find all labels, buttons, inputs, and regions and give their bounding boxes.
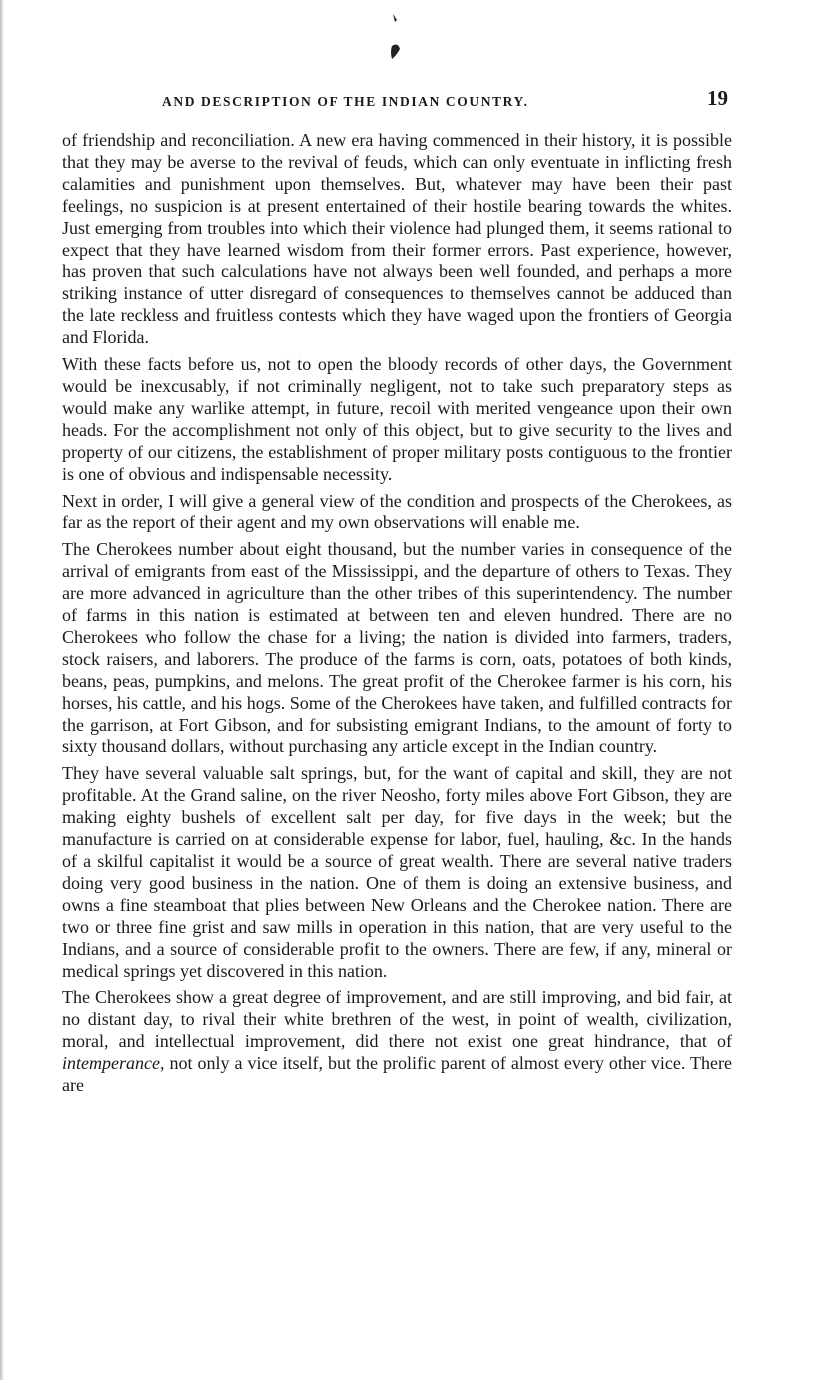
paragraph-1: of friendship and reconciliation. A new era having commenced in their history, it is possible that they may be averse to the revival of feuds, which can only eventuate in inflicting fresh calamities and punishment upon themselves. But, whatever may have been their past feelings, no suspicion is at present entertained of their hostile bearing towards the whites. Just emerging from troubles into which their violence had plunged them, it seems rational to expect that they have learned wisdom from their former errors. Past experience, however, has proven that such calculations have not always been well founded, and perhaps a more striking instance of utter disregard of consequences to themselves cannot be adduced than the late reckless and fruitless contests which they have waged upon the frontiers of Georgia and Florida. bbox=[62, 130, 732, 348]
paragraph-2: With these facts before us, not to open the bloody records of other days, the Government would be inexcusably, if not criminally negligent, not to take such preparatory steps as would make any warlike attempt, in future, recoil with merited vengeance upon their own heads. For the accomplishment not only of this object, but to give security to the lives and property of our citizens, the establishment of proper military posts contiguous to the frontier is one of obvious and indispensable necessity. bbox=[62, 354, 732, 484]
running-title: AND DESCRIPTION OF THE INDIAN COUNTRY. bbox=[162, 94, 529, 109]
paragraph-6-text-end: , not only a vice itself, but the prolific parent of almost every other vice. There are bbox=[62, 1053, 732, 1096]
paragraph-5: They have several valuable salt springs, but, for the want of capital and skill, they are not profitable. At the Grand saline, on the river Neosho, forty miles above Fort Gibson, they are making eighty bushels of excellent salt per day, for five days in the week; but the manufacture is carried on at considerable expense for labor, fuel, hauling, &c. In the hands of a skilful capitalist it would be a source of great wealth. There are several native traders doing very good business in the nation. One of them is doing an extensive business, and owns a fine steamboat that plies between New Orleans and the Cherokee nation. There are two or three fine grist and saw mills in operation in this nation, that are very useful to the Indians, and a source of considerable profit to the owners. There are few, if any, mineral or medical springs yet discovered in this nation. bbox=[62, 763, 732, 981]
paragraph-6 bbox=[62, 987, 732, 1097]
paragraph-3: Next in order, I will give a general view of the condition and prospects of the Cherokees, as far as the report of their agent and my own observations will enable me. bbox=[62, 490, 732, 533]
page-header bbox=[62, 86, 732, 116]
page-edge-shadow bbox=[0, 0, 4, 1380]
paragraph-6-text-start: The Cherokees show a great degree of improvement, and are still improving, and bid fair, at no distant day, to rival their white brethren of the west, in point of wealth, civilization, moral, and intellectual improvement, did there not exist one great hindrance, that of bbox=[62, 987, 732, 1052]
body-text bbox=[62, 130, 732, 1102]
paragraph-4: The Cherokees number about eight thousand, but the number varies in consequence of the arrival of emigrants from east of the Mississippi, and the departure of others to Texas. They are more advanced in agriculture than the other tribes of this superintendency. The number of farms in this nation is estimated at between ten and eleven hundred. There are no Cherokees who follow the chase for a living; the nation is divided into farmers, traders, stock raisers, and laborers. The produce of the farms is corn, oats, potatoes of both kinds, beans, peas, pumpkins, and melons. The great profit of the Cherokee farmer is his corn, his horses, his cattle, and his hogs. Some of the Cherokees have taken, and fulfilled contracts for the garrison, at Fort Gibson, and for subsisting emigrant Indians, to the amount of forty to sixty thousand dollars, without purchasing any article except in the Indian country. bbox=[62, 539, 732, 757]
emphasized-word: intemperance bbox=[62, 1053, 160, 1074]
printer-ornament-icon bbox=[376, 6, 416, 66]
page-number: 19 bbox=[707, 86, 728, 110]
